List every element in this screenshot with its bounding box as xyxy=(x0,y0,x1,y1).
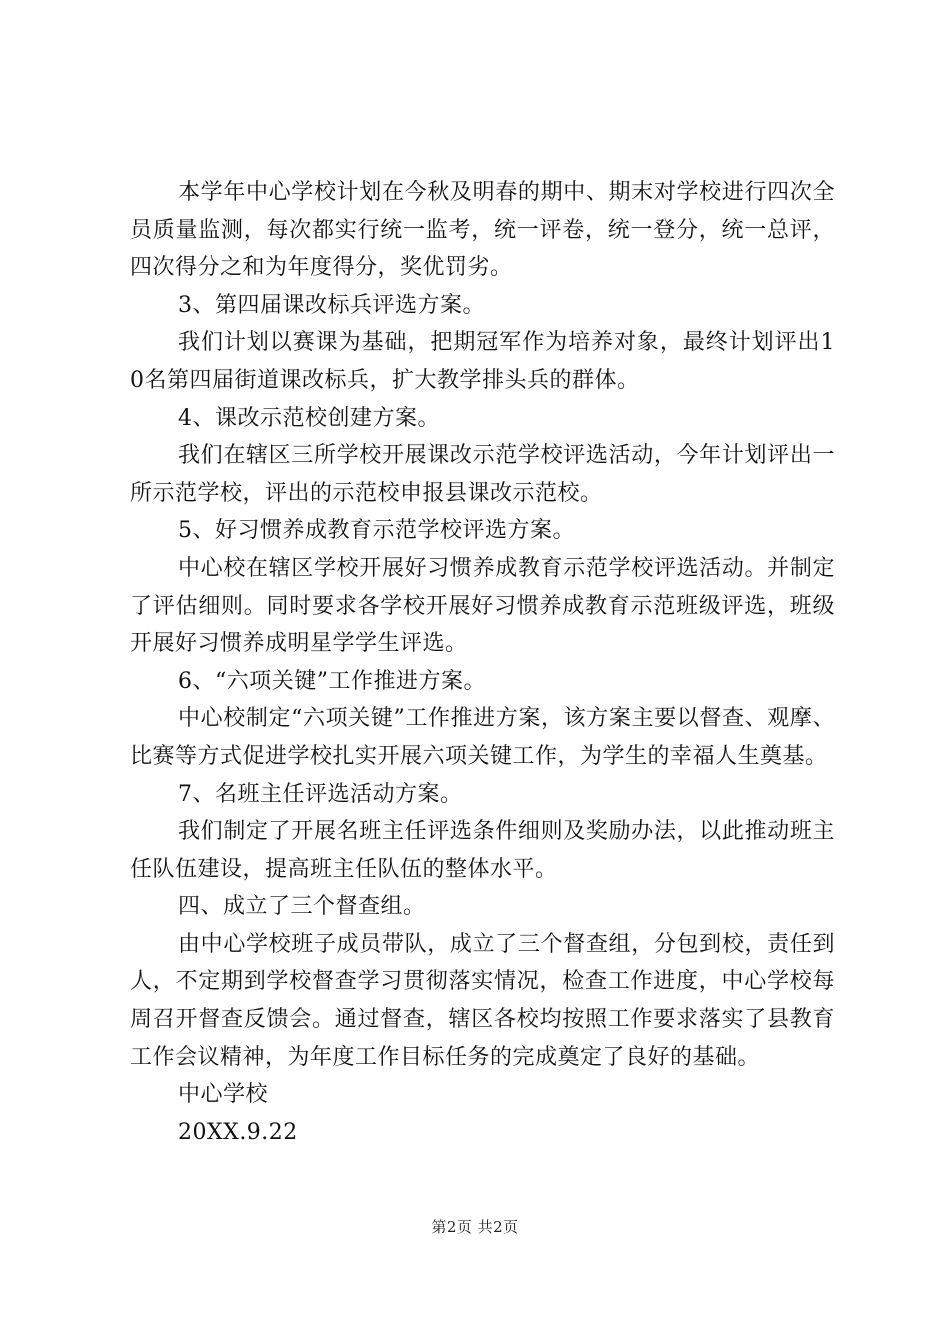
paragraph-item-3: 我们计划以赛课为基础，把期冠军作为培养对象，最终计划评出10名第四届街道课改标兵，扩大教学排头兵的群体。 xyxy=(130,330,835,393)
paragraph-item-7: 我们制定了开展名班主任评选条件细则及奖励办法，以此推动班主任队伍建设，提高班主任队伍的整体水平。 xyxy=(130,819,835,882)
page-number-label: 第2页 共2页 xyxy=(431,1218,519,1236)
heading-section-4: 四、成立了三个督查组。 xyxy=(178,894,426,920)
document-body xyxy=(130,174,835,1151)
heading-item-5: 5、好习惯养成教育示范学校评选方案。 xyxy=(178,518,575,544)
signature-organization: 中心学校 xyxy=(178,1082,269,1108)
paragraph-item-5: 中心校在辖区学校开展好习惯养成教育示范学校评选活动。并制定了评估细则。同时要求各学校开展好习惯养成教育示范班级评选，班级开展好习惯养成明星学学生评选。 xyxy=(130,555,835,657)
paragraph-section-4: 由中心学校班子成员带队，成立了三个督查组，分包到校，责任到人，不定期到学校督查学习贯彻落实情况，检查工作进度，中心学校每周召开督查反馈会。通过督查，辖区各校均按照工作要求落实了县教育工作会议精神，为年度工作目标任务的完成奠定了良好的基础。 xyxy=(130,931,835,1070)
paragraph-item-4: 我们在辖区三所学校开展课改示范学校评选活动，今年计划评出一所示范学校，评出的示范校申报县课改示范校。 xyxy=(130,443,835,506)
page-footer xyxy=(0,1216,950,1237)
heading-item-4: 4、课改示范校创建方案。 xyxy=(178,405,440,431)
paragraph-item-6: 中心校制定“六项关键”工作推进方案，该方案主要以督查、观摩、比赛等方式促进学校扎实开展六项关键工作，为学生的幸福人生奠基。 xyxy=(130,706,835,769)
heading-item-7: 7、名班主任评选活动方案。 xyxy=(178,781,463,807)
heading-item-6: 6、“六项关键”工作推进方案。 xyxy=(178,668,486,694)
heading-item-3: 3、第四届课改标兵评选方案。 xyxy=(178,292,485,318)
paragraph-quality-monitoring: 本学年中心学校计划在今秋及明春的期中、期末对学校进行四次全员质量监测，每次都实行统一监考，统一评卷，统一登分，统一总评，四次得分之和为年度得分，奖优罚劣。 xyxy=(130,180,835,281)
signature-date: 20XX.9.22 xyxy=(178,1119,298,1145)
